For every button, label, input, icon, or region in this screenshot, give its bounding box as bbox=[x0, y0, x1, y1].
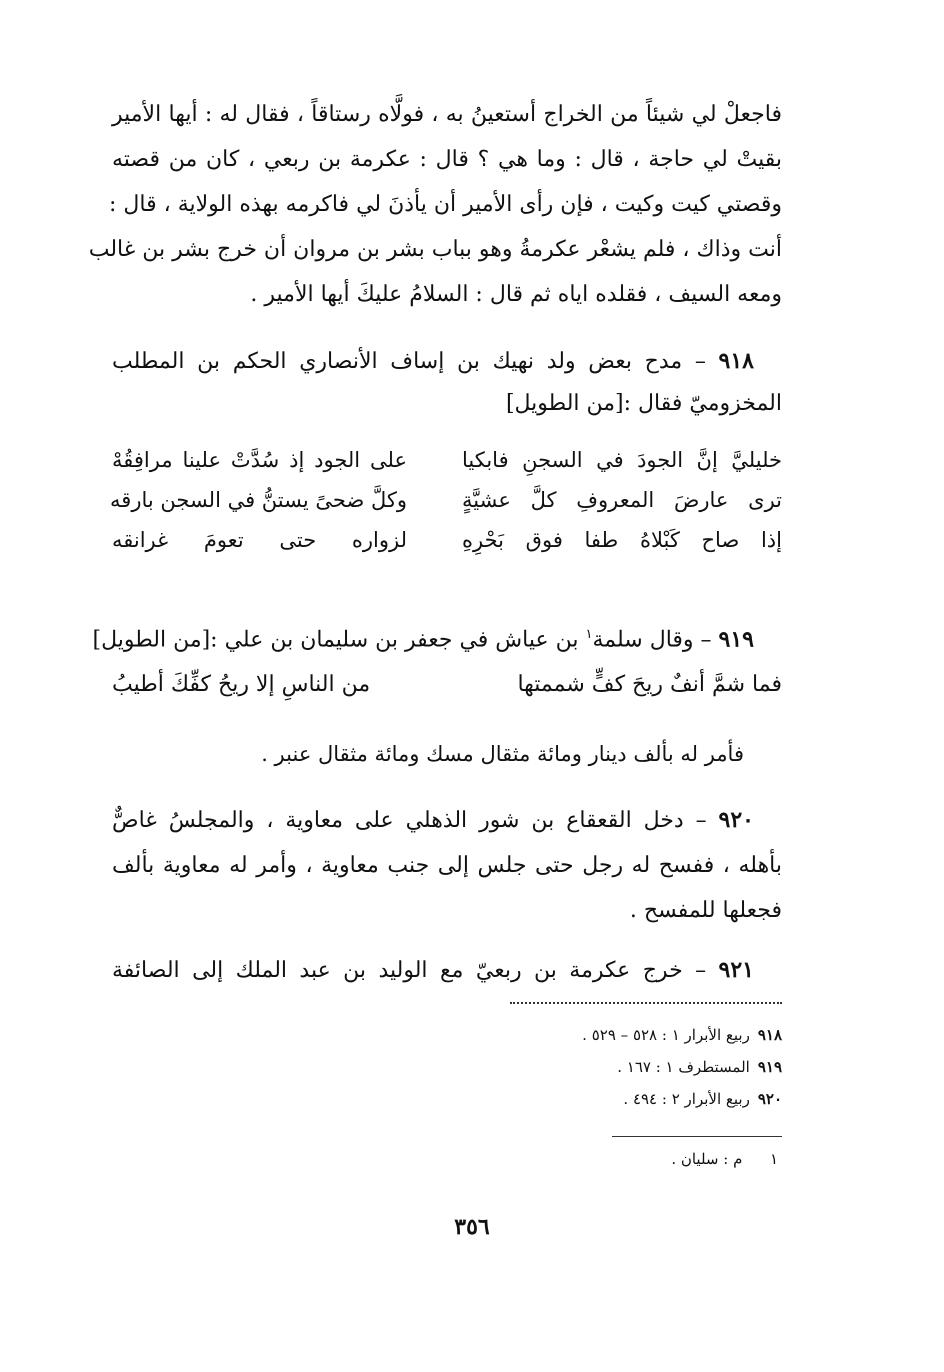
intro-paragraph bbox=[88, 92, 782, 317]
footnote-mark: ١ bbox=[769, 1150, 778, 1168]
text-line: فاجعلْ لي شيئاً من الخراج أستعينُ به ، فولَّاه رستاقاً ، فقال له : أيها الأمير bbox=[112, 102, 782, 127]
source-text: ربيع الأبرار ١ : ٥٢٨ – ٥٢٩ . bbox=[582, 1026, 750, 1044]
entry-919-closing: فأمر له بألف دينار ومائة مثقال مسك ومائة مثقال عنبر . bbox=[261, 742, 744, 766]
text-line bbox=[112, 798, 782, 843]
page-number: ٣٥٦ bbox=[454, 1214, 490, 1240]
text-line: بأهله ، ففسح له رجل حتى جلس إلى جنب معاوية ، وأمر له معاوية بألف bbox=[112, 853, 782, 878]
verse-919 bbox=[112, 672, 782, 697]
entry-text: مدح بعض ولد نهيك بن إساف الأنصاري الحكم بن المطلب bbox=[112, 349, 683, 374]
poem-918 bbox=[112, 440, 782, 560]
entry-dash: – bbox=[695, 958, 707, 983]
text-line: المخزوميّ فقال :[من الطويل] bbox=[505, 391, 782, 416]
footnote-rule bbox=[612, 1136, 782, 1137]
footnote bbox=[671, 1150, 778, 1168]
text-line: وقصتي كيت وكيت ، فإن رأى الأمير أن يأذنَ لي فاكرمه بهذه الولاية ، قال : bbox=[109, 192, 782, 217]
entry-number: ٩١٩ bbox=[718, 626, 754, 653]
verse-first-hemistich: ترى عارضَ المعروفِ كلَّ عشيَّةٍ bbox=[462, 488, 782, 512]
verse-second-hemistich: على الجود إذ سُدَّتْ علينا مرافِقُهْ bbox=[112, 448, 407, 472]
source-text: المستطرف ١ : ١٦٧ . bbox=[617, 1058, 750, 1076]
source-line bbox=[582, 1022, 782, 1048]
entry-number: ٩١٨ bbox=[718, 348, 754, 374]
entry-text: بن عياش في جعفر بن سليمان بن علي :[من الطويل] bbox=[92, 627, 586, 653]
text-line bbox=[92, 612, 782, 662]
entry-dash: – bbox=[700, 627, 712, 653]
verse-first-hemistich: خليليَّ إنَّ الجودَ في السجنِ فابكيا bbox=[462, 448, 782, 472]
verse-row bbox=[112, 480, 782, 520]
source-number: ٩٢٠ bbox=[757, 1090, 782, 1108]
entry-919-heading bbox=[92, 612, 782, 662]
entry-number: ٩٢٠ bbox=[718, 807, 754, 833]
entry-dash: – bbox=[694, 349, 706, 374]
text-line bbox=[112, 948, 782, 993]
text-line: ومعه السيف ، فقلده اياه ثم قال : السلامُ عليكَ أيها الأمير . bbox=[250, 282, 782, 307]
source-line bbox=[623, 1086, 782, 1112]
entry-918-paragraph bbox=[112, 340, 782, 425]
text-line bbox=[112, 340, 782, 383]
entry-dash: – bbox=[695, 808, 707, 833]
sources-divider bbox=[510, 1002, 782, 1004]
verse-row bbox=[112, 520, 782, 560]
entry-number: ٩٢١ bbox=[718, 957, 754, 983]
entry-text: وقال سلمة bbox=[592, 627, 694, 653]
entry-921-paragraph bbox=[112, 948, 782, 993]
entry-text: خرج عكرمة بن ربعيّ مع الوليد بن عبد الملك إلى الصائفة bbox=[112, 958, 683, 983]
source-number: ٩١٩ bbox=[757, 1058, 782, 1076]
verse-second-hemistich: وكلَّ ضحىً يستنُّ في السجن بارقه bbox=[110, 488, 407, 512]
source-number: ٩١٨ bbox=[757, 1026, 782, 1044]
verse-second-hemistich: لزواره حتى تعومَ غرانقه bbox=[112, 528, 407, 552]
verse-row bbox=[112, 440, 782, 480]
verse-second-hemistich: من الناسِ إلا ريحُ كفِّكَ أطيبُ bbox=[112, 672, 371, 697]
text-line: أنت وذاك ، فلم يشعْر عكرمةُ وهو بباب بشر بن مروان أن خرج بشر بن غالب bbox=[88, 237, 782, 262]
entry-text: دخل القعقاع بن شور الذهلي على معاوية ، والمجلسُ غاصٌّ bbox=[112, 808, 684, 833]
footnote-text: م : سليان . bbox=[671, 1150, 743, 1168]
verse-first-hemistich: إذا صاح كَبْلاهُ طفا فوق بَحْرِهِ bbox=[462, 528, 782, 552]
source-text: ربيع الأبرار ٢ : ٤٩٤ . bbox=[623, 1090, 750, 1108]
text-line: بقيتْ لي حاجة ، قال : وما هي ؟ قال : عكرمة بن ربعي ، كان من قصته bbox=[112, 147, 782, 172]
footnote-marker: ١ bbox=[585, 627, 593, 642]
source-line bbox=[617, 1054, 782, 1080]
text-line: فجعلها للمفسح . bbox=[629, 898, 782, 923]
entry-920-paragraph bbox=[112, 798, 782, 933]
verse-first-hemistich: فما شمَّ أنفٌ ريحَ كفٍّ شممتها bbox=[517, 672, 782, 697]
